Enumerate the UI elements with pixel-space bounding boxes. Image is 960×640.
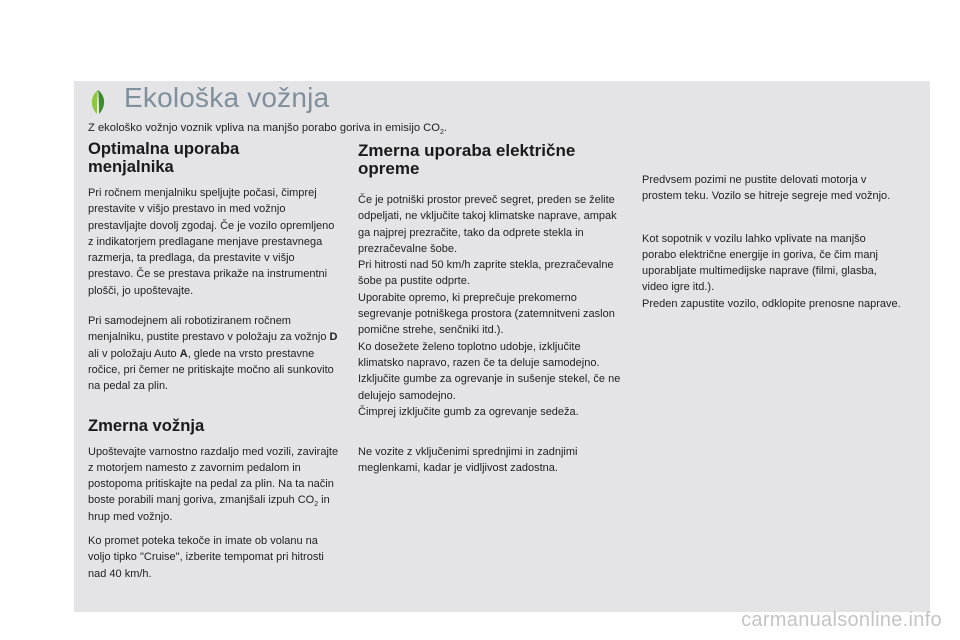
intro-text: Z ekološko vožnjo voznik vpliva na manjšo porabo goriva in emisijo $CO_2$.: [88, 122, 447, 137]
column-right: [642, 172, 902, 312]
paragraph-idling: Predvsem pozimi ne pustite delovati motorja v prostem teku. Vozilo se hitreje segreje med vožnjo.: [642, 174, 891, 203]
heading-gearbox: Optimalna uporaba menjalnika: [88, 139, 240, 176]
paragraph-windows: Pri hitrosti nad 50 km/h zaprite stekla, prezračevalne šobe pa pustite odprte.: [358, 259, 614, 288]
leaf-icon: [88, 89, 108, 115]
paragraph-demisting: Izključite gumbe za ogrevanje in sušenje stekel, če ne delujejo samodejno.: [358, 373, 621, 402]
heading-moderate-driving: Zmerna vožnja: [88, 415, 205, 435]
watermark: carmanualsonline.info: [741, 609, 942, 631]
paragraph-sunblind: Uporabite opremo, ki preprečuje prekomerno segrevanje potniškega prostora (zatemnitveni zaslon pomične strehe, senčniki itd.).: [358, 291, 615, 337]
page-title: Ekološka vožnja: [124, 82, 330, 113]
column-left: [88, 140, 342, 582]
paragraph-automatic-gearbox: Pri samodejnem ali robotiziranem ročnem menjalniku, pustite prestavo v položaju za vožnjo D ali v položaju Auto A, glede na vrsto prestavne ročice, pri čemer ne pritiskajte močno ali sunkovito na pedal za plin.: [88, 315, 338, 393]
paragraph-manual-gearbox: Pri ročnem menjalniku speljujte počasi, čimprej prestavite v višjo prestavo in med vožnjo prestavljajte dovolj zgodaj. Če je vozilo opremljeno z indikatorjem predlagane menjave prestavnega razmerja, ta predlaga, da prestavite v višjo prestavo. Če se prestava prikaže na instrumentni plošči, jo upoštevajte.: [88, 187, 335, 297]
paragraph-air-conditioning: Ko dosežete želeno toplotno udobje, izključite klimatsko napravo, razen če ta deluje samodejno.: [358, 340, 600, 369]
paragraph-multimedia: Kot sopotnik v vozilu lahko vplivate na manjšo porabo električne energije in goriva, če čim manj uporabljate multimedijske naprave (filmi, glasba, video igre itd.).: [642, 232, 879, 294]
paragraph-fog-lamps: Ne vozite z vključenimi sprednjimi in zadnjimi meglenkami, kadar je vidljivost zadostna.: [358, 446, 578, 475]
column-middle: [358, 140, 626, 477]
heading-electrical-equipment: Zmerna uporaba električne opreme: [358, 141, 576, 178]
paragraph-seat-heating: Čimprej izključite gumb za ogrevanje sedeža.: [358, 405, 579, 418]
paragraph-ventilation: Če je potniški prostor preveč segret, preden se želite odpeljati, ne vključite takoj klimatske naprave, ampak ga najprej prezračite, tako da odprete stekla in prezračevalne šobe.: [358, 194, 617, 255]
paragraph-safe-distance: Upoštevajte varnostno razdaljo med vozili, zavirajte z motorjem namesto z zavornim pedalom in postopoma pritiskajte na pedal za plin. Na ta način boste porabili manj goriva, zmanjšali izpuh $CO_2$ in hrup med vožnjo.: [88, 445, 339, 523]
paragraph-cruise: Ko promet poteka tekoče in imate ob volanu na voljo tipko "Cruise", izberite tempomat pri hitrosti nad 40 km/h.: [88, 535, 324, 580]
paragraph-portable-devices: Preden zapustite vozilo, odklopite prenosne naprave.: [642, 297, 901, 310]
